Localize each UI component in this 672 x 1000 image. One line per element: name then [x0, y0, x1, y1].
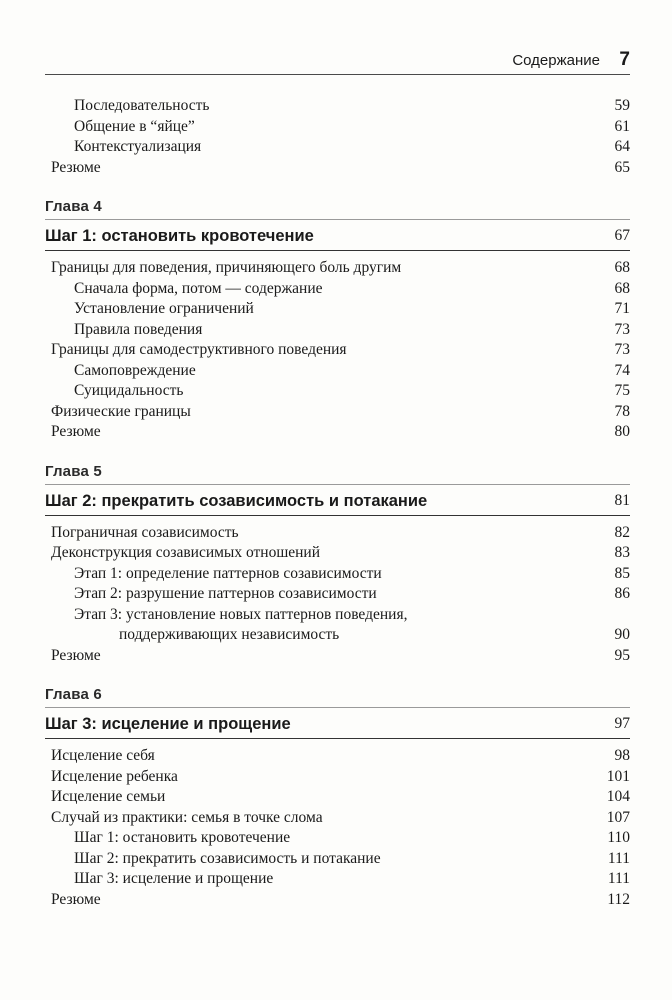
- toc-entry-title: Контекстуализация: [74, 138, 202, 155]
- toc-entry: [45, 767, 630, 788]
- toc-entry: [45, 299, 630, 320]
- toc-entry: [45, 381, 630, 402]
- toc-entry-title: Установление ограничений: [74, 300, 254, 317]
- toc-entry-title: Исцеление себя: [51, 747, 155, 764]
- toc-entry-title: Исцеление семьи: [51, 788, 166, 805]
- toc-entry: [45, 746, 630, 767]
- toc-entry-title: Суицидальность: [74, 382, 184, 399]
- toc-entry-title: Случай из практики: семья в точке слома: [51, 808, 323, 826]
- toc-entry-page: 83: [614, 544, 630, 561]
- toc-entry-title: Общение в “яйце”: [74, 117, 195, 135]
- toc-entry: [45, 808, 630, 829]
- toc-entry-page: 86: [614, 585, 630, 602]
- toc-entry-title: поддерживающих независимость: [119, 626, 340, 643]
- toc-entry-page: 80: [614, 423, 630, 440]
- chapter-entries: [45, 258, 630, 443]
- header-page-number: 7: [619, 49, 630, 70]
- toc-entry-page: 68: [614, 259, 630, 276]
- toc-entry-title: Шаг 2: прекратить созависимость и потакание: [74, 849, 381, 867]
- toc-entry: [45, 158, 630, 179]
- chapter-4: [45, 198, 630, 443]
- chapter-title: Шаг 1: остановить кровотечение: [45, 227, 314, 245]
- toc-entry-page: 98: [614, 747, 630, 764]
- toc-entry-title: Этап 2: разрушение паттернов созависимости: [74, 585, 377, 602]
- toc-entry-page: 112: [607, 890, 630, 908]
- toc-entry: [45, 543, 630, 564]
- toc-entry: [45, 96, 630, 117]
- toc-entry-title: Физические границы: [51, 402, 191, 420]
- toc-entry-title: Исцеление ребенка: [51, 767, 178, 785]
- chapter-page: 81: [614, 491, 630, 509]
- toc-entry-page: 78: [614, 402, 630, 420]
- chapter-entries: [45, 746, 630, 910]
- toc-entry-title: Границы для поведения, причиняющего боль другим: [51, 259, 402, 276]
- toc-entry-page: 73: [614, 341, 630, 358]
- toc-entry-page: 95: [614, 646, 630, 664]
- toc-entry-page: 111: [607, 870, 630, 887]
- chapter-title: Шаг 3: исцеление и прощение: [45, 715, 291, 733]
- toc-entry-page: 111: [607, 849, 630, 867]
- toc-entry: [45, 787, 630, 808]
- toc-entry-page: 85: [614, 564, 630, 582]
- chapter-title-row: [45, 220, 630, 251]
- toc-entry-title: Правила поведения: [74, 320, 203, 338]
- toc-entry-title: Резюме: [51, 646, 101, 664]
- toc-entry-page: 59: [614, 97, 630, 114]
- toc-entry: [45, 869, 630, 890]
- chapter-entries: [45, 523, 630, 667]
- toc-entry-title: Этап 1: определение паттернов созависимости: [74, 564, 382, 582]
- toc-entry: [45, 849, 630, 870]
- toc-entry-page: 71: [614, 300, 630, 317]
- toc-entry-page: 74: [614, 361, 630, 379]
- intro-entries: [45, 96, 630, 178]
- toc-entry-title: Границы для самодеструктивного поведения: [51, 341, 347, 358]
- chapter-title-row: [45, 485, 630, 516]
- toc-entry-page: 73: [614, 320, 630, 338]
- toc-entry: [45, 422, 630, 443]
- toc-entry: [45, 258, 630, 279]
- chapter-title: Шаг 2: прекратить созависимость и потакание: [45, 491, 428, 510]
- chapter-title-row: [45, 708, 630, 739]
- toc-entry-title: Резюме: [51, 423, 101, 440]
- toc-entry-page: 104: [606, 788, 630, 805]
- toc-entry-title: Сначала форма, потом — содержание: [74, 279, 323, 297]
- toc-entry: [45, 828, 630, 849]
- toc-entry: [45, 279, 630, 300]
- toc-entry-title: Этап 3: установление новых паттернов поведения,: [74, 605, 408, 623]
- toc-entry-page: 61: [614, 117, 630, 135]
- toc-entry: [45, 564, 630, 585]
- toc-entry: [45, 402, 630, 423]
- chapter-label: Глава 5: [45, 462, 102, 480]
- toc-entry-page: 68: [614, 279, 630, 297]
- toc-entry: [45, 523, 630, 544]
- toc-entry: [45, 605, 630, 626]
- chapter-page: 67: [614, 227, 630, 244]
- toc-entry-title: Последовательность: [74, 97, 210, 114]
- toc-entry-page: 75: [614, 382, 630, 399]
- chapter-6: [45, 686, 630, 910]
- toc-entry-title: Пограничная созависимость: [51, 523, 239, 541]
- chapter-label: Глава 4: [45, 198, 102, 215]
- toc-entry: [45, 340, 630, 361]
- toc-entry-page: 65: [614, 158, 630, 176]
- toc-entry-title: Самоповреждение: [74, 361, 196, 379]
- toc-entry-title: Шаг 3: исцеление и прощение: [74, 870, 274, 887]
- table-of-contents: [45, 96, 630, 910]
- running-header: [45, 50, 630, 75]
- toc-entry: [45, 890, 630, 911]
- header-title: Содержание: [512, 52, 600, 69]
- toc-entry-page: 82: [614, 523, 630, 541]
- toc-entry-title: Резюме: [51, 890, 101, 908]
- toc-entry: [45, 584, 630, 605]
- toc-entry-title: Деконструкция созависимых отношений: [51, 544, 321, 561]
- toc-entry-continuation: [45, 625, 630, 646]
- toc-entry: [45, 361, 630, 382]
- toc-entry-page: 64: [614, 138, 630, 155]
- toc-entry: [45, 117, 630, 138]
- chapter-page: 97: [614, 715, 630, 732]
- toc-entry-title: Шаг 1: остановить кровотечение: [74, 829, 291, 846]
- toc-entry: [45, 320, 630, 341]
- chapter-5: [45, 463, 630, 667]
- toc-entry: [45, 137, 630, 158]
- toc-entry-page: 90: [614, 626, 630, 643]
- toc-entry-page: 101: [606, 767, 630, 785]
- toc-entry: [45, 646, 630, 667]
- chapter-label: Глава 6: [45, 686, 102, 703]
- toc-entry-page: 107: [606, 808, 630, 826]
- toc-entry-title: Резюме: [51, 158, 101, 176]
- toc-entry-page: 110: [607, 829, 630, 846]
